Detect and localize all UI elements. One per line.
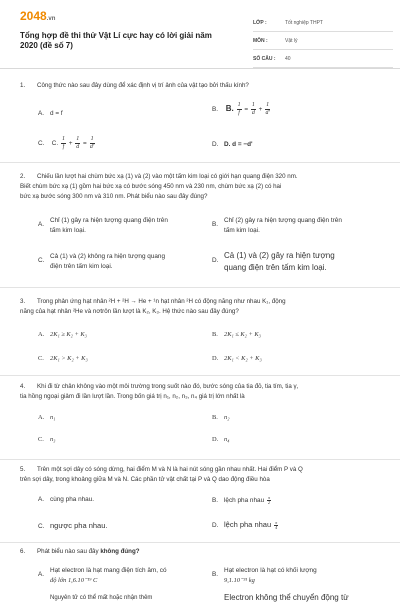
option-letter: A. bbox=[38, 331, 45, 338]
option-a[interactable] bbox=[38, 566, 208, 586]
question-text: Công thức nào sau đây dùng để xác định vị trí ảnh của vật tạo bởi thấu kính? bbox=[37, 82, 249, 89]
meta-label: LỚP : bbox=[253, 19, 267, 26]
option-text: tấm kim loại. bbox=[224, 227, 260, 234]
option-c[interactable] bbox=[38, 252, 208, 272]
option-text: ngược pha nhau. bbox=[50, 521, 108, 530]
question-5 bbox=[20, 465, 385, 485]
option-letter: A. bbox=[38, 496, 45, 503]
option-text: cùng pha nhau. bbox=[50, 496, 95, 503]
option-letter: B. bbox=[212, 497, 219, 505]
option-letter: C. bbox=[38, 436, 44, 443]
option-d[interactable] bbox=[212, 141, 253, 148]
question-text: Trong phản ứng hạt nhân ²H + ²H → He + ¹n hạt nhân ²H có động năng như nhau K₁, động bbox=[37, 298, 286, 305]
option-text: lệch pha nhau bbox=[224, 520, 272, 529]
logo-domain: .vn bbox=[46, 16, 56, 22]
page-title: Tổng hợp đề thi thử Vật Lí cực hay có lời giải năm 2020 (đề số 7) bbox=[20, 31, 212, 50]
option-letter: D. bbox=[212, 141, 219, 148]
question-number: 5. bbox=[20, 466, 26, 473]
option-text: n₃ bbox=[50, 436, 56, 443]
question-text: Trên một sợi dây có sóng dừng, hai điểm M và N là hai nút sóng gần nhau nhất. Hai điểm P và Q bbox=[37, 466, 303, 473]
option-text: n₁ bbox=[50, 414, 56, 421]
option-text: D. d = −d' bbox=[224, 141, 253, 148]
option-c[interactable] bbox=[38, 521, 107, 530]
option-d[interactable] bbox=[212, 520, 279, 530]
option-b[interactable]: B. B. $\frac{1}{f}$ = $\frac{1}{d}$ + $\frac{1}{d'}$ bbox=[212, 102, 270, 116]
question-text: Biết chùm bức xạ (1) gồm hai bức xạ có bước sóng 450 nm và 230 nm, chùm bức xạ (2) có hai bbox=[20, 183, 282, 190]
option-d[interactable] bbox=[212, 355, 262, 362]
option-letter: D. bbox=[212, 522, 219, 529]
option-letter: B. bbox=[212, 331, 218, 338]
question-number: 1. bbox=[20, 82, 26, 89]
question-number: 6. bbox=[20, 548, 26, 555]
option-text: n₄ bbox=[224, 436, 230, 443]
option-letter: B. bbox=[212, 571, 219, 578]
option-letter: C. bbox=[38, 523, 45, 530]
option-text: d = f bbox=[50, 110, 63, 117]
question-number: 2. bbox=[20, 173, 26, 180]
option-text: Cả (1) và (2) không ra hiện tượng quang bbox=[50, 253, 166, 260]
document-header bbox=[0, 0, 400, 69]
option-text: Hạt electron là hạt mang điện tích âm, có bbox=[50, 567, 167, 574]
question-number: 3. bbox=[20, 298, 26, 305]
option-d-partial[interactable]: Electron không thể chuyển động từ bbox=[224, 593, 349, 602]
option-a[interactable] bbox=[38, 110, 63, 117]
question-3 bbox=[20, 297, 385, 317]
option-letter: D. bbox=[212, 355, 219, 362]
option-text: 9,1.10⁻³¹ kg bbox=[224, 577, 255, 584]
divider bbox=[0, 542, 400, 543]
question-text: tia hồng ngoại giảm đi lần lượt lần. Trong bốn giá trị n₁, n₂, n₃, n₄ giá trị lớn nhất là bbox=[20, 393, 245, 400]
formula-fraction: $\frac{1}{d}$ bbox=[76, 136, 80, 150]
meta-subject-row bbox=[253, 32, 393, 50]
option-letter: A. bbox=[38, 221, 45, 228]
option-letter: A. bbox=[38, 414, 45, 421]
divider bbox=[0, 375, 400, 376]
option-text: điện trên tấm kim loại. bbox=[50, 263, 113, 270]
option-text: quang điện trên tấm kim loại. bbox=[224, 263, 327, 272]
option-c[interactable] bbox=[38, 436, 55, 443]
formula-fraction: $\frac{1}{d'}$ bbox=[89, 136, 95, 150]
question-text-emphasis: không đúng? bbox=[100, 548, 140, 555]
option-b[interactable] bbox=[212, 216, 387, 236]
option-b[interactable] bbox=[212, 496, 272, 505]
option-a[interactable] bbox=[38, 216, 208, 236]
formula-fraction: $\frac{1}{d'}$ bbox=[265, 102, 270, 116]
question-text: Chiếu lần lượt hai chùm bức xạ (1) và (2) vào một tấm kim loại có giới hạn quang điện 320 nm. bbox=[37, 173, 298, 180]
option-d[interactable] bbox=[212, 436, 229, 443]
option-text: 2K₁ ≥ K₂ + K₃ bbox=[50, 331, 87, 338]
option-text: Hạt electron là hạt có khối lượng bbox=[224, 567, 317, 574]
option-text: độ lớn 1,6.10⁻¹⁹ C bbox=[50, 577, 98, 584]
question-1 bbox=[20, 81, 385, 91]
question-text: Khi đi từ chân không vào một môi trường trong suốt nào đó, bước sóng của tia đỏ, tia tím, tia γ, bbox=[37, 383, 299, 390]
option-letter: A. bbox=[38, 571, 45, 578]
option-b[interactable] bbox=[212, 566, 387, 586]
option-d[interactable] bbox=[212, 250, 387, 274]
option-text: 2K₁ < K₂ + K₃ bbox=[224, 355, 262, 362]
question-text: năng của hạt nhân ²He và nơtrôn lần lượt là K₂, K₃. Hệ thức nào sau đây đúng? bbox=[20, 308, 239, 315]
option-c[interactable]: C. C. $\frac{1}{f}$ + $\frac{1}{d}$ = $\frac{1}{d'}$ bbox=[38, 136, 95, 150]
question-2 bbox=[20, 172, 385, 202]
logo-text: 2048 bbox=[20, 9, 47, 23]
option-letter: D. bbox=[212, 436, 219, 443]
option-text: B. bbox=[225, 104, 234, 114]
site-logo[interactable] bbox=[20, 9, 55, 23]
meta-label: MÔN : bbox=[253, 37, 268, 44]
question-text: Phát biểu nào sau đây bbox=[37, 548, 99, 555]
question-number: 4. bbox=[20, 383, 26, 390]
formula-fraction: $\frac{\pi}{2}$ bbox=[267, 495, 270, 505]
option-a[interactable] bbox=[38, 331, 87, 338]
meta-label: SỐ CÂU : bbox=[253, 55, 276, 62]
option-text: tấm kim loại. bbox=[50, 227, 86, 234]
question-4 bbox=[20, 382, 385, 402]
option-letter: A. bbox=[38, 110, 45, 117]
formula-fraction: $\frac{\pi}{4}$ bbox=[275, 519, 278, 530]
option-b[interactable] bbox=[212, 414, 229, 421]
meta-value: Tốt nghiệp THPT bbox=[285, 19, 323, 26]
option-text: Cả (1) và (2) gây ra hiện tượng bbox=[224, 251, 335, 260]
option-text: 2K₁ ≤ K₂ + K₃ bbox=[224, 331, 261, 338]
question-text: trên sợi dây, trong khoảng giữa M và N. Các phần tử vật chất tại P và Q dao động điều hòa bbox=[20, 476, 270, 483]
option-letter: C. bbox=[38, 140, 45, 148]
option-text: Chỉ (2) gây ra hiện tượng quang điện trên bbox=[224, 217, 342, 224]
formula-fraction: $\frac{1}{f}$ bbox=[237, 102, 241, 116]
option-text: Chỉ (1) gây ra hiện tượng quang điện trên bbox=[50, 217, 168, 224]
meta-count-row bbox=[253, 50, 393, 68]
option-b[interactable] bbox=[212, 331, 261, 338]
meta-class-row bbox=[253, 14, 393, 32]
option-c-partial[interactable]: Nguyên tử có thể mất hoặc nhận thêm bbox=[50, 595, 153, 601]
option-letter: B. bbox=[212, 106, 219, 114]
exam-meta bbox=[253, 14, 393, 68]
option-text: n₂ bbox=[224, 414, 230, 421]
divider bbox=[0, 287, 400, 288]
formula-fraction: $\frac{1}{d}$ bbox=[251, 102, 255, 116]
option-letter: C. bbox=[38, 355, 44, 362]
meta-value: Vật lý bbox=[285, 37, 298, 44]
option-letter: B. bbox=[212, 414, 218, 421]
question-6 bbox=[20, 547, 385, 557]
meta-value: 40 bbox=[285, 55, 291, 62]
option-letter: D. bbox=[212, 257, 219, 264]
option-letter: B. bbox=[212, 221, 219, 228]
option-c[interactable] bbox=[38, 355, 88, 362]
divider bbox=[0, 459, 400, 460]
option-text: C. bbox=[51, 140, 59, 148]
option-letter: C. bbox=[38, 257, 45, 264]
option-a[interactable] bbox=[38, 496, 94, 503]
formula-fraction: $\frac{1}{f}$ bbox=[61, 136, 65, 150]
option-a[interactable] bbox=[38, 414, 55, 421]
question-text: bức xạ bước sóng 300 nm và 310 nm. Phát biểu nào sau đây đúng? bbox=[20, 193, 208, 200]
divider bbox=[0, 162, 400, 163]
option-text: 2K₁ > K₂ + K₃ bbox=[50, 355, 88, 362]
option-text: lệch pha nhau bbox=[224, 497, 265, 505]
